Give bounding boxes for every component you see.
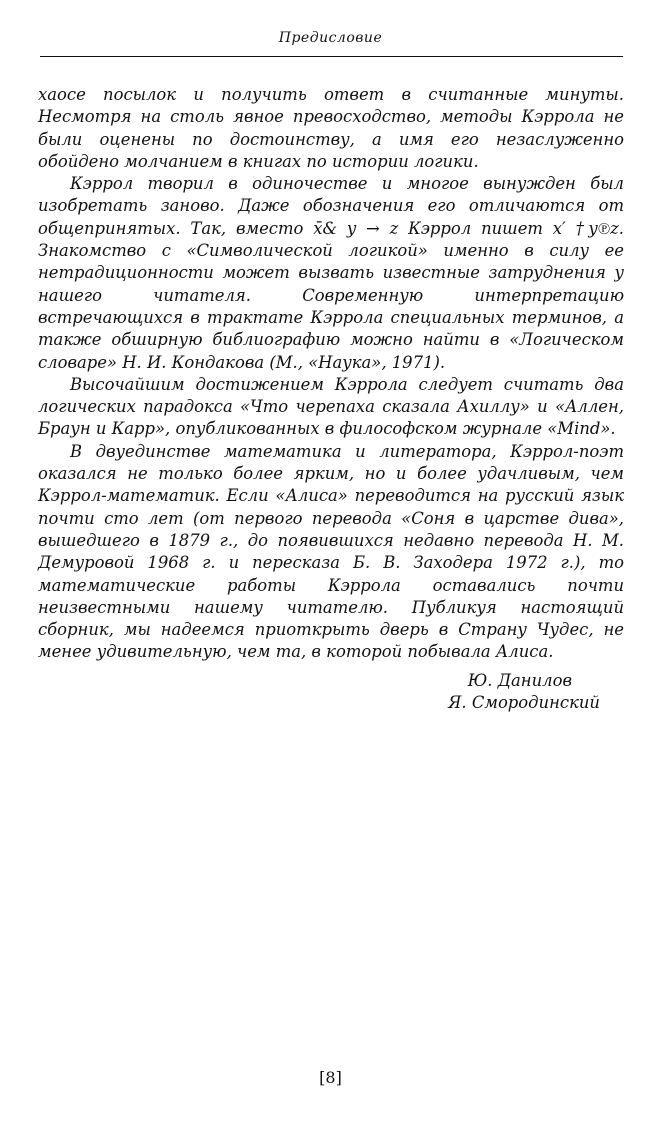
page-body <box>38 84 624 714</box>
paragraph-2: Кэррол творил в одиночестве и многое вынужден был изобретать заново. Даже обозначения его отличаются от общепринятых. Так, вместо x̄& y → z Кэррол пишет x′ †y℗z. Знакомство с «Символической логикой» именно в силу ее нетрадиционности может вызвать известные затруднения у нашего читателя. Современную интерпретацию встречающихся в трактате Кэррола специальных терминов, а также обширную библиографию можно найти в «Логическом словаре» Н. И. Кондакова (М., «Наука», 1971). <box>38 174 624 372</box>
paragraph-1: хаосе посылок и получить ответ в считанные минуты. Несмотря на столь явное превосходство, методы Кэррола не были оценены по достоинству, а имя его незаслуженно обойдено молчанием в книгах по истории логики. <box>38 85 624 171</box>
signature-danilov: Ю. Данилов <box>467 670 572 690</box>
header-rule <box>40 56 623 57</box>
paragraph-3: Высочайшим достижением Кэррола следует считать два логических парадокса «Что черепаха сказала Ахиллу» и «Аллен, Браун и Карр», опубликованных в философском журнале «Mind». <box>38 374 624 439</box>
page-number: [8] <box>319 1068 342 1087</box>
paragraph-4: В двуединстве математика и литератора, Кэррол-поэт оказался не только более ярким, но и более удачливым, чем Кэррол-математик. Если «Алиса» переводится на русский язык почти сто лет (от первого перевода «Соня в царстве дива», вышедшего в 1879 г., до появившихся недавно перевода Н. М. Демуровой 1968 г. и пересказа Б. В. Заходера 1972 г.), то математические работы Кэррола оставались почти неизвестными нашему читателю. Публикуя настоящий сборник, мы надеемся приоткрыть дверь в Страну Чудес, не менее удивительную, чем та, в которой побывала Алиса. <box>38 441 624 662</box>
signature-smorodinsky: Я. Смородинский <box>448 693 600 713</box>
running-title: Предисловие <box>278 30 383 46</box>
signature-block <box>38 670 624 715</box>
